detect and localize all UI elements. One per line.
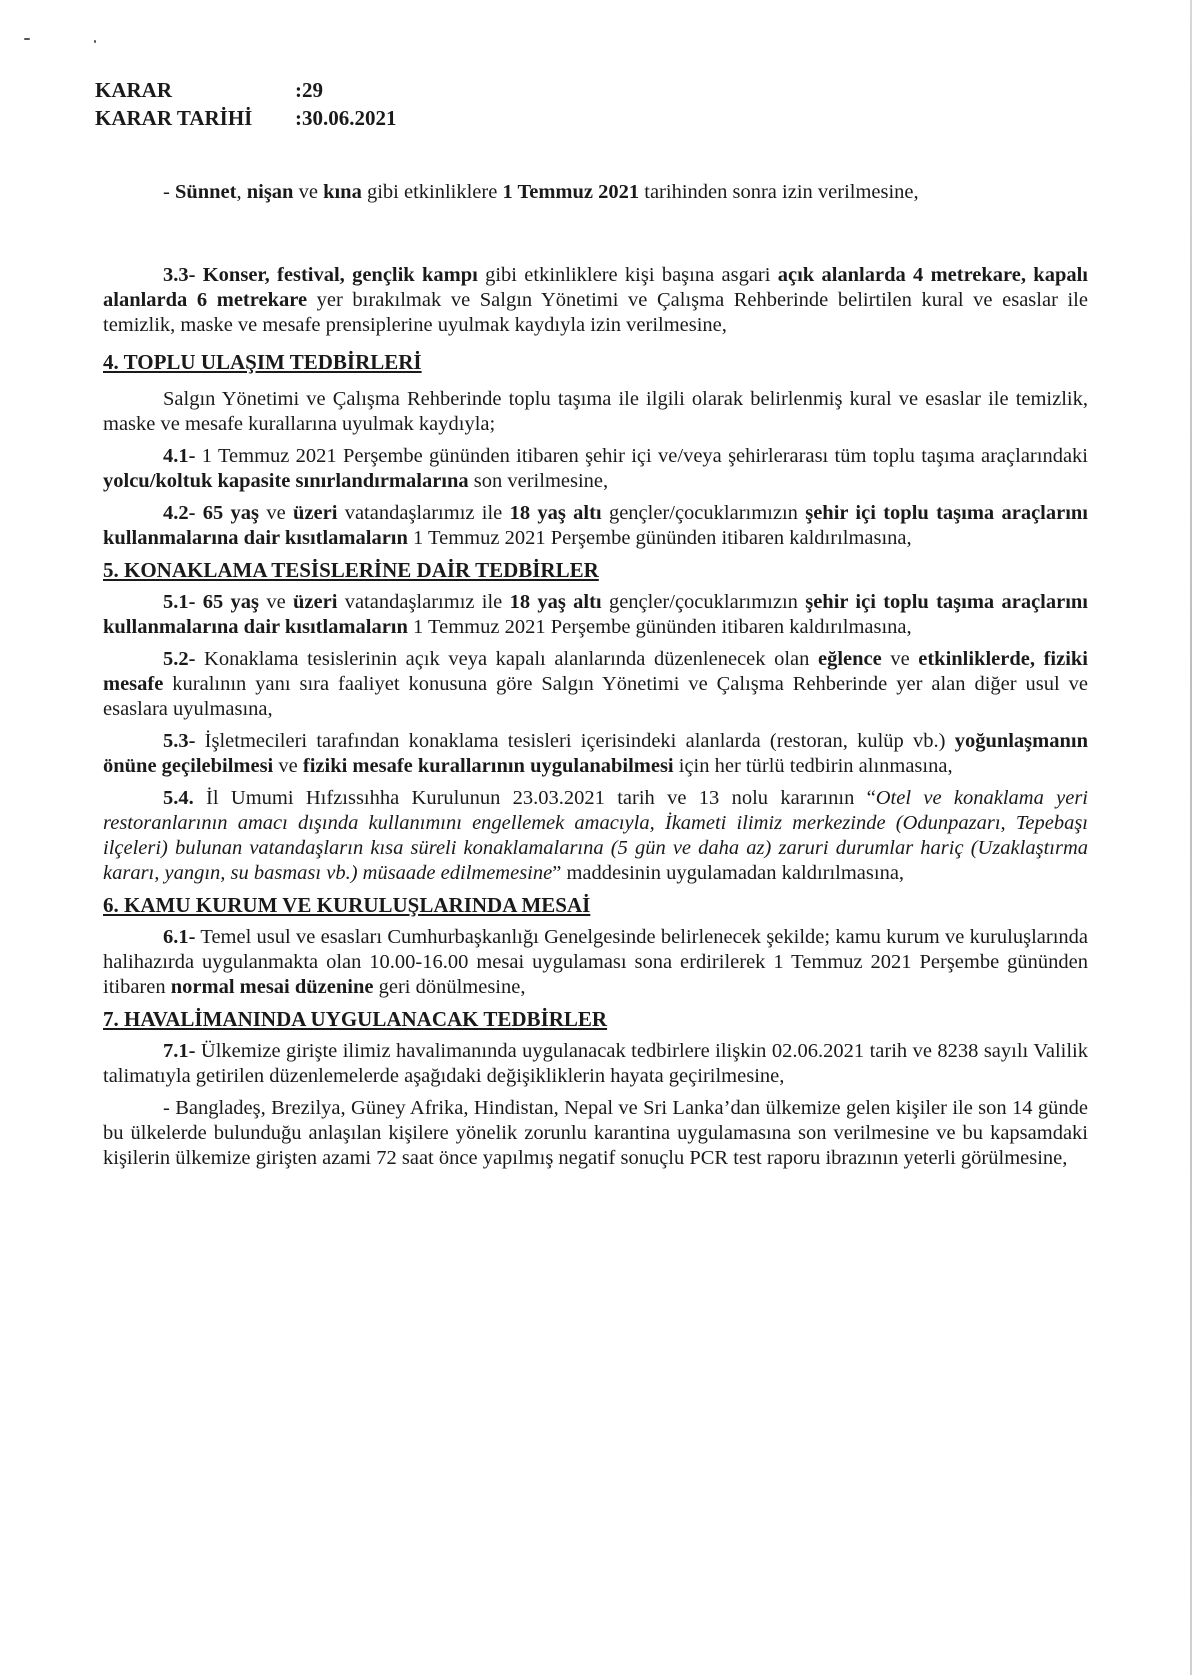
karar-label: KARAR (95, 78, 172, 102)
decision-header (95, 76, 397, 132)
paragraph-7-1-list-item: - Bangladeş, Brezilya, Güney Afrika, Hindistan, Nepal ve Sri Lanka’dan ülkemize gelen kişiler ile son 14 günde bu ülkelerde bulunduğu anlaşılan kişilere yönelik zorunlu karantina uygulamasına son verilmesine ve bu kapsamdaki kişilerin ülkemize girişten azami 72 saat önce yapılmış negatif sonuçlu PCR test raporu ibrazının yeterli görülmesine, (103, 1097, 1088, 1169)
paragraph-6-1: 6.1- Temel usul ve esasları Cumhurbaşkanlığı Genelgesinde belirlenecek şekilde; kamu kurum ve kuruluşlarında halihazırda uygulanmakta olan 10.00-16.00 mesai uygulaması sona erdirilerek 1 Temmuz 2021 Perşembe gününden itibaren normal mesai düzenine geri dönülmesine, (103, 926, 1088, 998)
scan-speck (24, 38, 30, 40)
heading-section-6: 6. KAMU KURUM VE KURULUŞLARINDA MESAİ (103, 893, 591, 917)
paragraph-5-4: 5.4. İl Umumi Hıfzıssıhha Kurulunun 23.03.2021 tarih ve 13 nolu kararının “Otel ve konaklama yeri restoranlarının amacı dışında kullanımını engellemek amacıyla, İkameti ilimiz merkezinde (Odunpazarı, Tepebaşı ilçeleri) bulunan vatandaşların kısa süreli konaklamalarına (5 gün ve daha az) zaruri durumlar hariç (Uzaklaştırma kararı, yangın, su basması vb.) müsaade edilmemesine” maddesinin uygulamadan kaldırılmasına, (103, 787, 1088, 884)
heading-section-5: 5. KONAKLAMA TESİSLERİNE DAİR TEDBİRLER (103, 558, 599, 582)
scan-speck (94, 40, 96, 43)
document-body (103, 180, 1088, 1171)
paragraph-5-1: 5.1- 65 yaş ve üzeri vatandaşlarımız ile 18 yaş altı gençler/çocuklarımızın şehir içi toplu taşıma araçlarını kullanmalarına dair kısıtlamaların 1 Temmuz 2021 Perşembe gününden itibaren kaldırılmasına, (103, 591, 1089, 638)
paragraph-3-3: 3.3- Konser, festival, gençlik kampı gibi etkinliklere kişi başına asgari açık alanlarda 4 metrekare, kapalı alanlarda 6 metrekare yer bırakılmak ve Salgın Yönetimi ve Çalışma Rehberinde belirtilen kural ve esaslar ile temizlik, maske ve mesafe prensiplerine uyulmak kaydıyla izin verilmesine, (103, 264, 1088, 336)
paragraph-7-1: 7.1- Ülkemize girişte ilimiz havalimanında uygulanacak tedbirlere ilişkin 02.06.2021 tarih ve 8238 sayılı Valilik talimatıyla getirilen düzenlemelerde aşağıdaki değişikliklerin hayata geçirilmesine, (103, 1040, 1088, 1087)
paragraph-4-1: 4.1- 1 Temmuz 2021 Perşembe gününden itibaren şehir içi ve/veya şehirlerarası tüm toplu taşıma araçlarındaki yolcu/koltuk kapasite sınırlandırmalarına son verilmesine, (103, 445, 1088, 492)
karar-tarih-value: :30.06.2021 (295, 106, 397, 130)
paragraph-sunnet: - Sünnet, nişan ve kına gibi etkinliklere 1 Temmuz 2021 tarihinden sonra izin verilmesine, (163, 181, 919, 203)
scan-edge (1190, 0, 1192, 1675)
paragraph-4-intro: Salgın Yönetimi ve Çalışma Rehberinde toplu taşıma ile ilgili olarak belirlenmiş kural ve esaslar ile temizlik, maske ve mesafe kurallarına uyulmak kaydıyla; (103, 388, 1088, 435)
paragraph-5-2: 5.2- Konaklama tesislerinin açık veya kapalı alanlarında düzenlenecek olan eğlence ve etkinliklerde, fiziki mesafe kuralının yanı sıra faaliyet konusuna göre Salgın Yönetimi ve Çalışma Rehberinde yer alan diğer usul ve esaslara uyulmasına, (103, 648, 1088, 720)
heading-section-4: 4. TOPLU ULAŞIM TEDBİRLERİ (103, 350, 422, 374)
paragraph-5-3: 5.3- İşletmecileri tarafından konaklama tesisleri içerisindeki alanlarda (restoran, kulüp vb.) yoğunlaşmanın önüne geçilebilmesi ve fiziki mesafe kurallarının uygulanabilmesi için her türlü tedbirin alınmasına, (103, 730, 1088, 777)
karar-value: :29 (295, 78, 323, 102)
paragraph-4-2: 4.2- 65 yaş ve üzeri vatandaşlarımız ile 18 yaş altı gençler/çocuklarımızın şehir içi toplu taşıma araçlarını kullanmalarına dair kısıtlamaların 1 Temmuz 2021 Perşembe gününden itibaren kaldırılmasına, (103, 502, 1089, 549)
heading-section-7: 7. HAVALİMANINDA UYGULANACAK TEDBİRLER (103, 1007, 608, 1031)
karar-tarih-label: KARAR TARİHİ (95, 106, 253, 130)
